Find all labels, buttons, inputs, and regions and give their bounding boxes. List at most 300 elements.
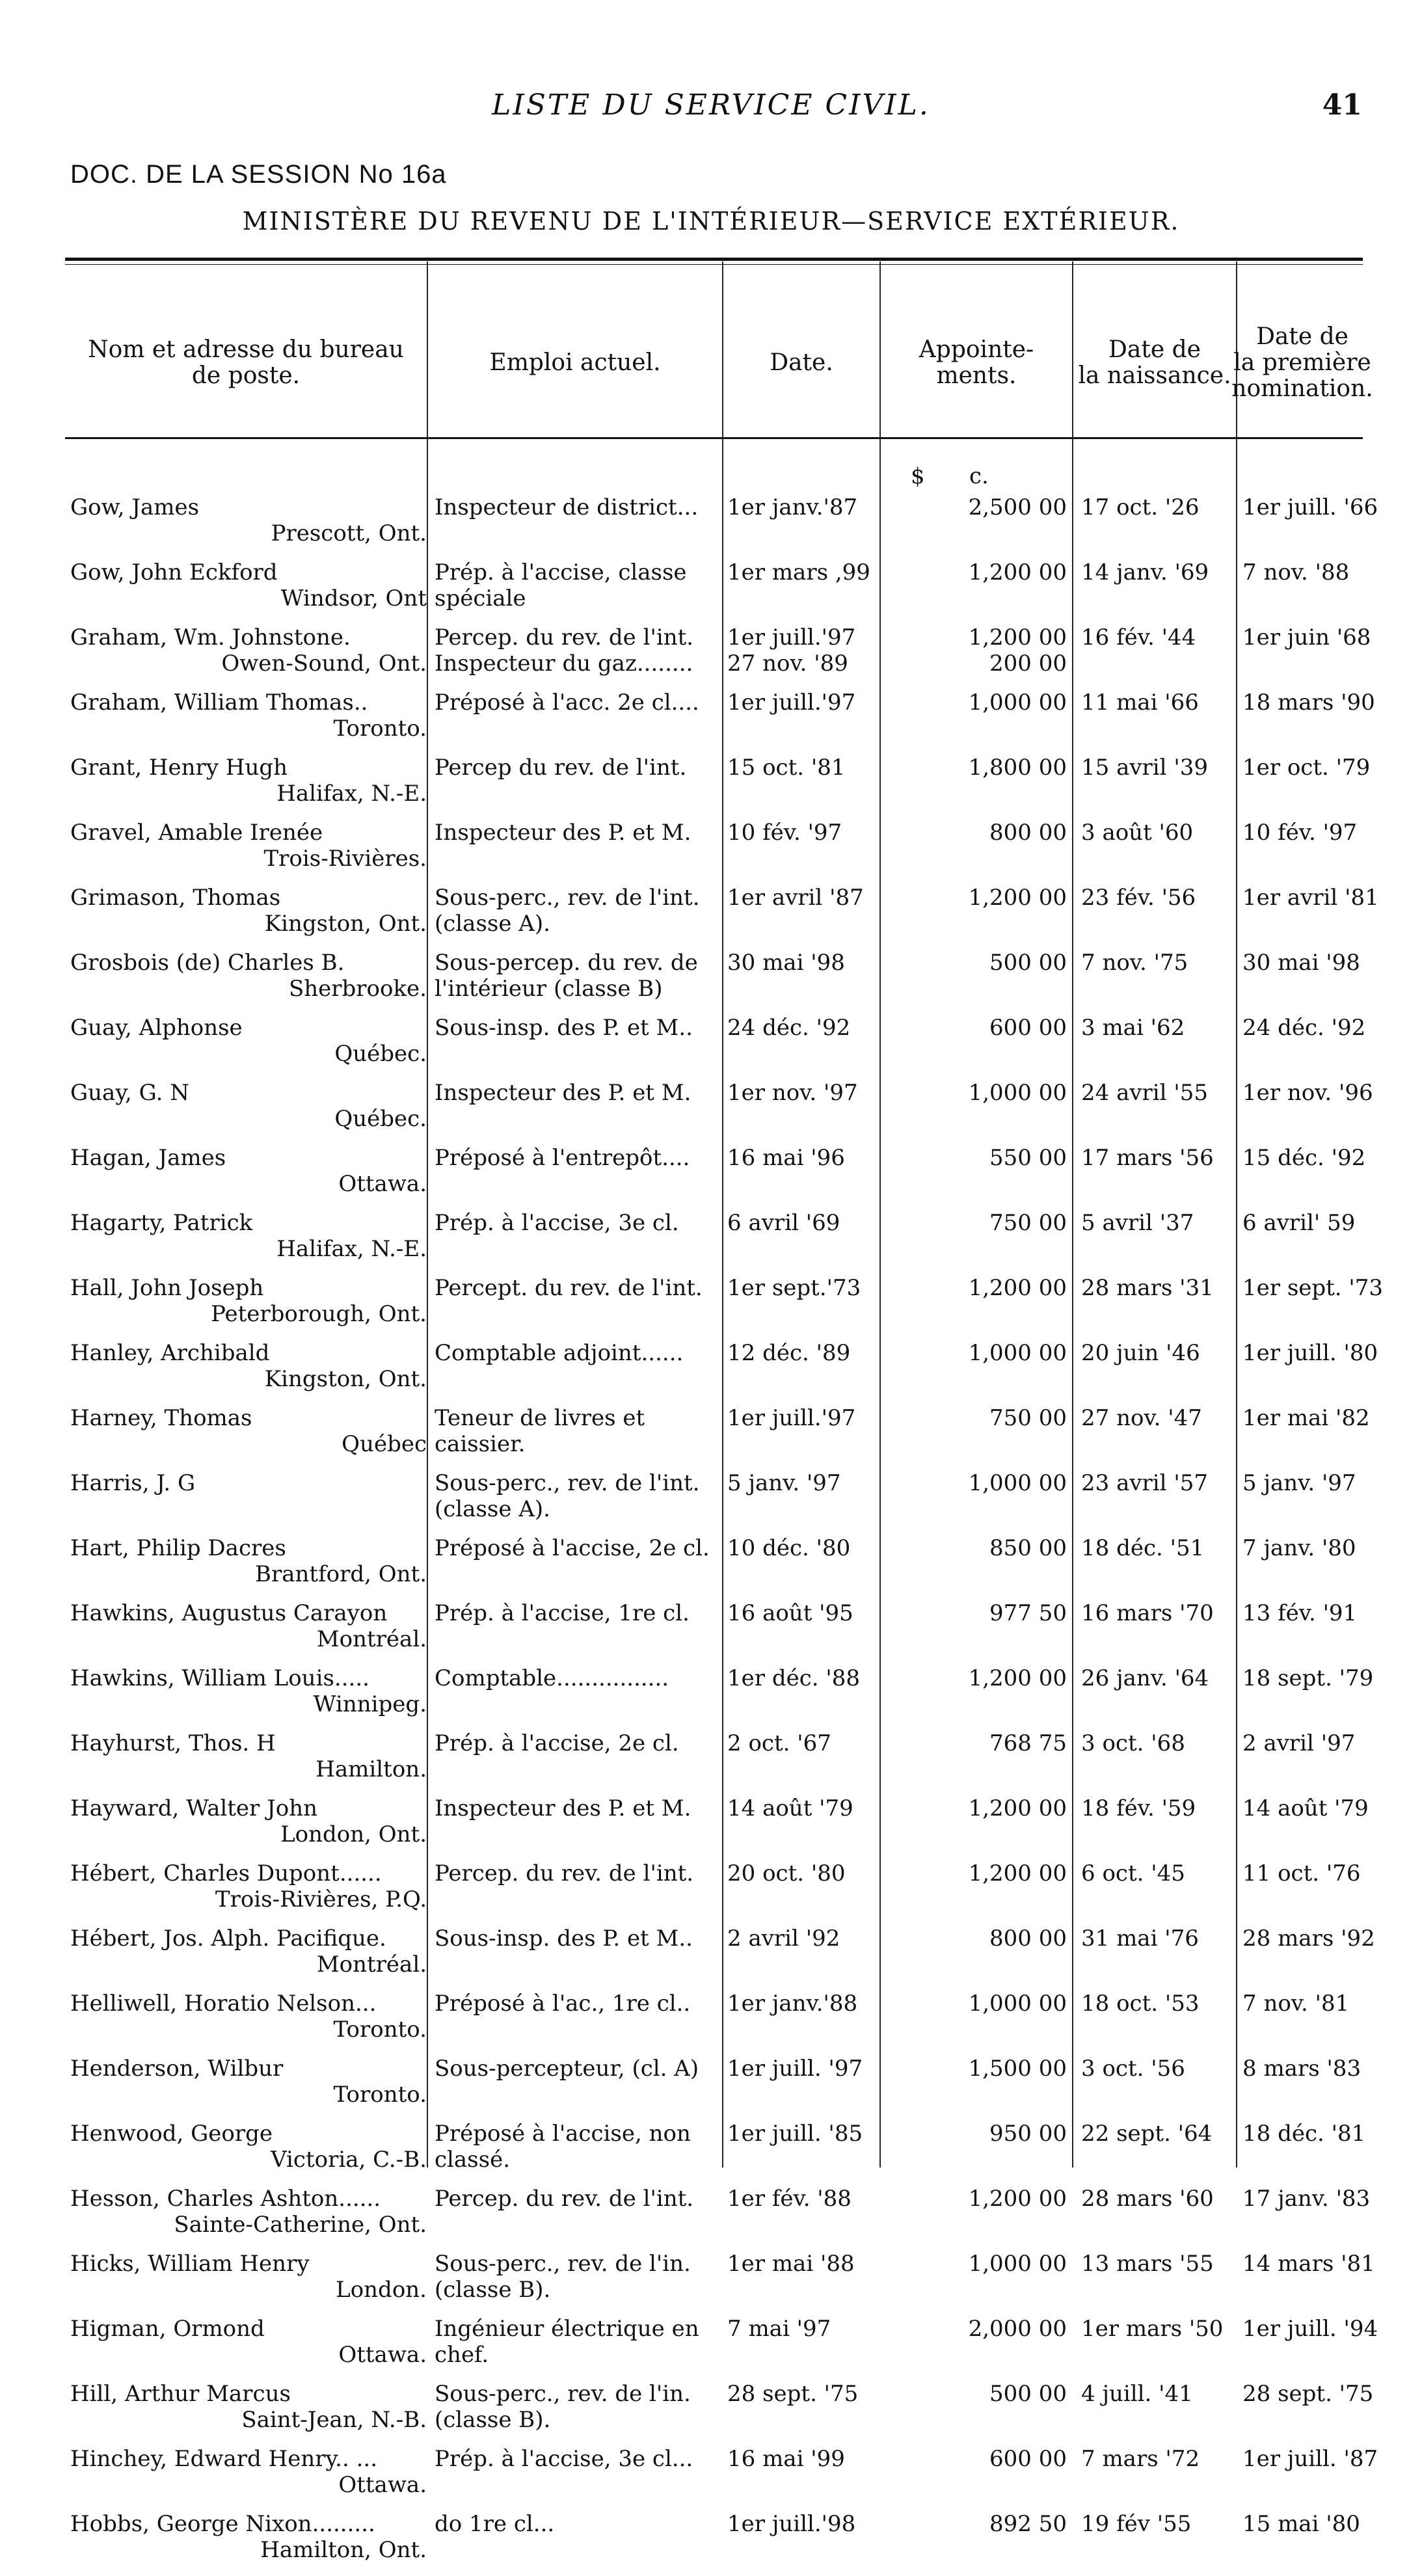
employment-line: Sous-perc., rev. de l'int. [435,1470,700,1496]
appointment-date [727,1080,877,1106]
employee-name: Higman, Ormond [70,2316,265,2342]
table-row [65,950,1366,1015]
employment-line: Sous-insp. des P. et M.. [435,1925,693,1952]
date-line: 2 avril '92 [727,1925,840,1952]
table-row [65,755,1371,820]
salary [882,1795,1067,1821]
employee-table [65,494,1384,2576]
birth-date: 28 mars '31 [1081,1275,1214,1301]
employee-name: Hicks, William Henry [70,2251,310,2277]
salary [882,950,1067,976]
name-address-cell [68,1925,427,1991]
current-employment [435,1860,721,1886]
top-rule-thin [65,264,1363,265]
post-office-address: Windsor, Ont [280,585,427,611]
appointment-date [727,1600,877,1626]
current-employment [435,559,721,611]
birth-date: 31 mai '76 [1081,1925,1199,1952]
date-line: 1er fév. '88 [727,2186,852,2212]
name-address-cell [68,559,427,624]
date-line: 16 mai '99 [727,2446,845,2472]
first-nomination-date: 1er juin '68 [1242,624,1371,651]
salary-line: 1,200 00 [968,1860,1067,1886]
current-employment [435,885,721,937]
table-row [65,494,1378,559]
salary-line: 200 00 [989,651,1067,677]
table-row [65,690,1375,755]
salary [882,1665,1067,1691]
first-nomination-date: 1er sept. '73 [1242,1275,1384,1301]
birth-date: 18 fév. '59 [1081,1795,1196,1821]
running-title: LISTE DU SERVICE CIVIL. [492,88,930,122]
salary-line: 1,000 00 [968,1470,1067,1496]
employment-line: Sous-perc., rev. de l'int. [435,885,700,911]
appointment-date [727,1405,877,1431]
first-nomination-date: 30 mai '98 [1242,950,1360,976]
employment-line: classé. [435,2147,511,2173]
salary-line: 1,000 00 [968,1991,1067,2017]
birth-date: 3 oct. '68 [1081,1730,1185,1756]
employment-line: Sous-perc., rev. de l'in. [435,2251,691,2277]
birth-date: 3 oct. '56 [1081,2056,1185,2082]
appointment-date [727,1925,877,1952]
birth-date: 18 déc. '51 [1081,1535,1205,1561]
salary-line: 1,200 00 [968,624,1067,651]
post-office-address: Ottawa. [338,2472,427,2498]
first-nomination-date: 14 août '79 [1242,1795,1369,1821]
employment-line: Préposé à l'ac., 1re cl.. [435,1991,691,2017]
table-row [65,1665,1374,1730]
date-line: 1er janv.'88 [727,1991,858,2017]
page-number: 41 [1322,88,1362,122]
post-office-address: Montréal. [316,1952,427,1978]
birth-date: 16 mars '70 [1081,1600,1214,1626]
employment-line: Comptable adjoint...... [435,1340,684,1366]
employee-name: Hawkins, Augustus Carayon [70,1600,388,1626]
current-employment [435,1080,721,1106]
first-nomination-date: 18 sept. '79 [1242,1665,1374,1691]
employee-name: Hayhurst, Thos. H [70,1730,276,1756]
employee-name: Helliwell, Horatio Nelson... [70,1991,377,2017]
post-office-address: Winnipeg. [313,1691,427,1717]
birth-date: 28 mars '60 [1081,2186,1214,2212]
current-employment [435,2186,721,2212]
employee-name: Harris, J. G [70,1470,196,1496]
top-rule [65,258,1363,261]
employment-line: Inspecteur des P. et M. [435,1795,691,1821]
birth-date: 6 oct. '45 [1081,1860,1185,1886]
table-row [65,1210,1366,1275]
salary-line: 1,200 00 [968,559,1067,585]
salary [882,1210,1067,1236]
date-line: 1er juill.'97 [727,690,856,716]
current-employment [435,1600,721,1626]
salary-line: 800 00 [989,1925,1067,1952]
current-employment [435,2056,721,2082]
date-line: 14 août '79 [727,1795,853,1821]
current-employment [435,2316,721,2368]
employment-line: caissier. [435,1431,526,1457]
salary-line: 600 00 [989,1015,1067,1041]
name-address-cell [68,1860,427,1925]
date-line: 1er juill.'98 [727,2511,856,2537]
employee-name: Harney, Thomas [70,1405,252,1431]
appointment-date [727,1470,877,1496]
table-row [65,1991,1366,2056]
appointment-date [727,559,877,585]
first-nomination-date: 6 avril' 59 [1242,1210,1356,1236]
employee-name: Hébert, Jos. Alph. Pacifique. [70,1925,386,1952]
birth-date: 3 août '60 [1081,820,1194,846]
table-row [65,1340,1378,1405]
first-nomination-date: 11 oct. '76 [1242,1860,1361,1886]
salary [882,2186,1067,2212]
salary [882,820,1067,846]
employment-line: Inspecteur des P. et M. [435,1080,691,1106]
post-office-address: Saint-Jean, N.-B. [241,2407,427,2433]
current-employment [435,1925,721,1952]
employee-name: Hill, Arthur Marcus [70,2381,291,2407]
first-nomination-date: 28 sept. '75 [1242,2381,1374,2407]
employment-line: Comptable................ [435,1665,669,1691]
appointment-date [727,1860,877,1886]
current-employment [435,1535,721,1561]
employee-name: Hagan, James [70,1145,226,1171]
first-nomination-date: 1er juill. '80 [1242,1340,1378,1366]
first-nomination-date: 5 janv. '97 [1242,1470,1356,1496]
date-line: 1er juill. '97 [727,2056,863,2082]
first-nomination-date: 7 nov. '88 [1242,559,1350,585]
date-line: 1er nov. '97 [727,1080,858,1106]
current-employment [435,1991,721,2017]
name-address-cell [68,820,427,885]
salary [882,1925,1067,1952]
employment-line: Préposé à l'accise, 2e cl. [435,1535,710,1561]
employment-line: Percep. du rev. de l'int. [435,624,694,651]
employee-name: Grant, Henry Hugh [70,755,288,781]
salary [882,690,1067,716]
name-address-cell [68,885,427,950]
birth-date: 20 juin '46 [1081,1340,1200,1366]
first-nomination-date: 8 mars '83 [1242,2056,1362,2082]
name-address-cell [68,950,427,1015]
date-line: 6 avril '69 [727,1210,840,1236]
salary [882,2056,1067,2082]
salary-line: 950 00 [989,2121,1067,2147]
name-address-cell [68,755,427,820]
salary [882,2251,1067,2277]
appointment-date [727,2121,877,2147]
current-employment [435,1275,721,1301]
first-nomination-date: 7 janv. '80 [1242,1535,1356,1561]
table-row [65,1730,1366,1795]
employment-line: do 1re cl... [435,2511,555,2537]
appointment-date [727,2381,877,2407]
employment-line: Inspecteur des P. et M. [435,820,691,846]
appointment-date [727,690,877,716]
salary [882,1275,1067,1301]
appointment-date [727,494,877,520]
date-line: 2 oct. '67 [727,1730,831,1756]
appointment-date [727,1210,877,1236]
salary-line: 850 00 [989,1535,1067,1561]
employment-line: Percep. du rev. de l'int. [435,2186,694,2212]
post-office-address: Kingston, Ont. [264,911,427,937]
table-row [65,1860,1366,1925]
first-nomination-date: 10 fév. '97 [1242,820,1358,846]
post-office-address: Trois-Rivières, P.Q. [215,1886,427,1912]
current-employment [435,1470,721,1522]
birth-date: 22 sept. '64 [1081,2121,1213,2147]
appointment-date [727,950,877,976]
date-line: 10 fév. '97 [727,820,842,846]
post-office-address: Ottawa. [338,2342,427,2368]
birth-date: 5 avril '37 [1081,1210,1194,1236]
birth-date: 19 fév '55 [1081,2511,1192,2537]
employment-line: Prép. à l'accise, 3e cl... [435,2446,693,2472]
salary-line: 1,000 00 [968,1340,1067,1366]
table-row [65,624,1371,690]
salary-line: 977 50 [989,1600,1067,1626]
current-employment [435,2381,721,2433]
name-address-cell [68,2186,427,2251]
post-office-address: Québec [342,1431,427,1457]
name-address-cell [68,624,427,690]
table-row [65,2316,1378,2381]
appointment-date [727,2251,877,2277]
appointment-date [727,1795,877,1821]
table-row [65,2186,1371,2251]
date-line: 1er sept.'73 [727,1275,861,1301]
first-nomination-date: 1er juill. '94 [1242,2316,1378,2342]
salary-line: 500 00 [989,2381,1067,2407]
appointment-date [727,2446,877,2472]
date-line: 28 sept. '75 [727,2381,859,2407]
salary [882,1600,1067,1626]
employee-name: Gow, John Eckford [70,559,278,585]
salary [882,1340,1067,1366]
post-office-address: Kingston, Ont. [264,1366,427,1392]
employee-name: Hawkins, William Louis..... [70,1665,369,1691]
post-office-address: Hamilton. [315,1756,427,1782]
employment-line: (classe A). [435,911,550,937]
salary-line: 1,000 00 [968,1080,1067,1106]
current-employment [435,2121,721,2173]
name-address-cell [68,1405,427,1470]
post-office-address: Owen-Sound, Ont. [221,651,427,677]
current-employment [435,1730,721,1756]
employment-line: Inspecteur de district... [435,494,699,520]
employment-line: Prép. à l'accise, 3e cl. [435,1210,679,1236]
appointment-date [727,755,877,781]
birth-date: 16 fév. '44 [1081,624,1196,651]
current-employment [435,820,721,846]
first-nomination-date: 1er oct. '79 [1242,755,1371,781]
post-office-address: Trois-Rivières. [263,846,427,872]
table-row [65,559,1366,624]
column-header-date: Date. [770,349,833,376]
birth-date: 7 nov. '75 [1081,950,1188,976]
employee-name: Hesson, Charles Ashton...... [70,2186,381,2212]
date-line: 24 déc. '92 [727,1015,851,1041]
date-line: 1er janv.'87 [727,494,858,520]
table-row [65,2056,1366,2121]
post-office-address: Brantford, Ont. [255,1561,427,1587]
date-line: 1er juill. '85 [727,2121,863,2147]
post-office-address: Sherbrooke. [288,976,427,1002]
post-office-address: Ottawa. [338,1171,427,1197]
name-address-cell [68,2381,427,2446]
salary-line: 2,500 00 [968,494,1067,520]
current-employment [435,950,721,1002]
birth-date: 3 mai '62 [1081,1015,1185,1041]
salary [882,2511,1067,2537]
name-address-cell [68,2121,427,2186]
name-address-cell [68,1600,427,1665]
date-line: 16 mai '96 [727,1145,845,1171]
salary-line: 1,200 00 [968,1795,1067,1821]
employee-name: Henderson, Wilbur [70,2056,284,2082]
column-header-appointements: Appointe- ments. [919,336,1034,389]
first-nomination-date: 28 mars '92 [1242,1925,1375,1952]
employment-line: Sous-percep. du rev. de [435,950,698,976]
current-employment [435,1145,721,1171]
employee-name: Hagarty, Patrick [70,1210,253,1236]
current-employment [435,1665,721,1691]
employee-name: Grimason, Thomas [70,885,281,911]
salary [882,2121,1067,2147]
name-address-cell [68,1665,427,1730]
first-nomination-date: 13 fév. '91 [1242,1600,1358,1626]
employment-line: Préposé à l'accise, non [435,2121,691,2147]
birth-date: 18 oct. '53 [1081,1991,1200,2017]
employee-name: Grosbois (de) Charles B. [70,950,345,976]
salary [882,1470,1067,1496]
name-address-cell [68,1470,427,1535]
table-row [65,2121,1366,2186]
date-line: 12 déc. '89 [727,1340,851,1366]
birth-date: 11 mai '66 [1081,690,1199,716]
employment-line: chef. [435,2342,489,2368]
date-line: 10 déc. '80 [727,1535,851,1561]
name-address-cell [68,1080,427,1145]
table-row [65,1080,1373,1145]
salary-line: 750 00 [989,1210,1067,1236]
appointment-date [727,2186,877,2212]
employment-line: Sous-insp. des P. et M.. [435,1015,693,1041]
appointment-date [727,885,877,911]
name-address-cell [68,1795,427,1860]
post-office-address: Halifax, N.-E. [276,1236,427,1262]
name-address-cell [68,2446,427,2511]
employee-name: Gow, James [70,494,200,520]
employment-line: Percep. du rev. de l'int. [435,1860,694,1886]
appointment-date [727,1145,877,1171]
column-header-emploi: Emploi actuel. [489,349,661,376]
name-address-cell [68,690,427,755]
dollar-unit-label: $ [911,463,925,489]
post-office-address: Québec. [334,1041,427,1067]
date-line: 16 août '95 [727,1600,853,1626]
salary-line: 2,000 00 [968,2316,1067,2342]
appointment-date [727,1991,877,2017]
current-employment [435,624,721,677]
header-bottom-rule [65,437,1363,439]
first-nomination-date: 1er juill. '66 [1242,494,1378,520]
first-nomination-date: 1er nov. '96 [1242,1080,1373,1106]
date-line: 30 mai '98 [727,950,845,976]
employee-name: Gravel, Amable Irenée [70,820,323,846]
post-office-address: Hamilton, Ont. [260,2537,427,2563]
date-line: 20 oct. '80 [727,1860,846,1886]
first-nomination-date: 15 déc. '92 [1242,1145,1366,1171]
post-office-address: Toronto. [333,2017,427,2043]
post-office-address: Victoria, C.-B. [271,2147,427,2173]
birth-date: 17 mars '56 [1081,1145,1214,1171]
employee-name: Hall, John Joseph [70,1275,264,1301]
birth-date: 13 mars '55 [1081,2251,1214,2277]
name-address-cell [68,1145,427,1210]
salary [882,559,1067,585]
first-nomination-date: 14 mars '81 [1242,2251,1375,2277]
salary [882,1145,1067,1171]
first-nomination-date: 1er juill. '87 [1242,2446,1378,2472]
appointment-date [727,2511,877,2537]
table-row [65,2446,1378,2511]
current-employment [435,1405,721,1457]
post-office-address: Halifax, N.-E. [276,781,427,807]
name-address-cell [68,1210,427,1275]
employee-name: Hinchey, Edward Henry.. ... [70,2446,378,2472]
column-header-nomination: Date de la première nomination. [1231,323,1373,403]
first-nomination-date: 15 mai '80 [1242,2511,1360,2537]
name-address-cell [68,1015,427,1080]
employment-line: (classe B). [435,2407,551,2433]
post-office-address: Sainte-Catherine, Ont. [174,2212,427,2238]
employee-name: Hart, Philip Dacres [70,1535,286,1561]
table-row [65,885,1379,950]
employee-name: Hobbs, George Nixon......... [70,2511,375,2537]
employment-line: spéciale [435,585,526,611]
column-header-naissance: Date de la naissance. [1078,336,1231,389]
current-employment [435,755,721,781]
date-line: 5 janv. '97 [727,1470,841,1496]
appointment-date [727,1015,877,1041]
salary-line: 1,000 00 [968,2251,1067,2277]
table-row [65,1145,1366,1210]
name-address-cell [68,2056,427,2121]
salary-line: 1,800 00 [968,755,1067,781]
name-address-cell [68,1730,427,1795]
birth-date: 23 fév. '56 [1081,885,1196,911]
salary [882,755,1067,781]
cents-unit-label: c. [969,463,989,489]
employment-line: (classe A). [435,1496,550,1522]
salary [882,1535,1067,1561]
current-employment [435,1210,721,1236]
ministry-title: MINISTÈRE DU REVENU DE L'INTÉRIEUR—SERVICE EXTÉRIEUR. [242,207,1180,235]
employment-line: (classe B). [435,2277,551,2303]
name-address-cell [68,2251,427,2316]
first-nomination-date: 2 avril '97 [1242,1730,1356,1756]
salary-line: 550 00 [989,1145,1067,1171]
employee-name: Hayward, Walter John [70,1795,318,1821]
post-office-address: Toronto. [333,716,427,742]
employment-line: Sous-percepteur, (cl. A) [435,2056,699,2082]
first-nomination-date: 17 janv. '83 [1242,2186,1371,2212]
employment-line: Percep du rev. de l'int. [435,755,687,781]
first-nomination-date: 1er mai '82 [1242,1405,1370,1431]
